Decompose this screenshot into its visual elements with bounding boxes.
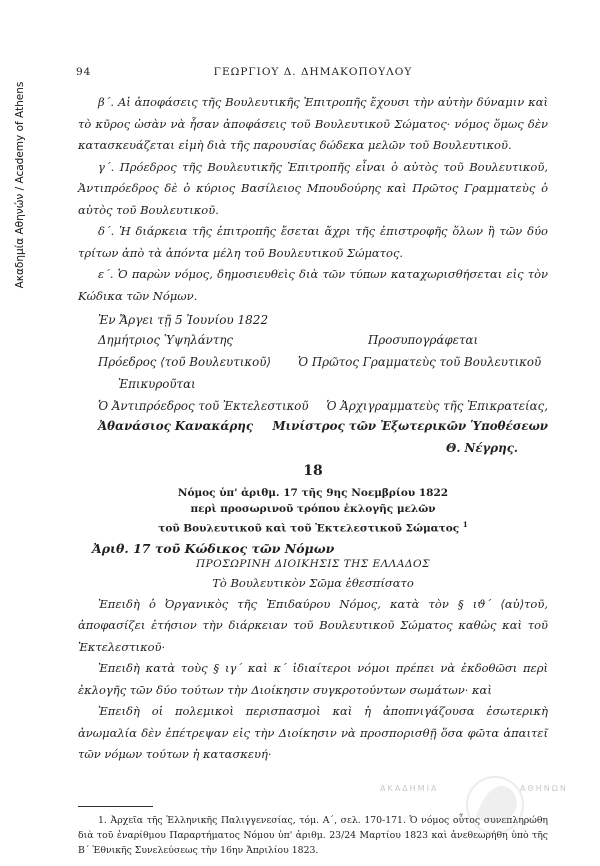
running-title: ΓΕΩΡΓΙΟΥ Δ. ΔΗΜΑΚΟΠΟΥΛΟΥ [213,66,413,78]
document-page [78,66,548,858]
minister-name: Θ. Νέγρης. [446,441,518,455]
law-paragraph: Ἐπειδὴ ὁ Ὀργανικὸς τῆς Ἐπιδαύρου Νόμος, κατὰ τὸν § ιϑ΄ ⟨αὐ⟩τοῦ, ἀποφασίζει ἐτήσιον τὴν διάρκειαν τοῦ Βουλευτικοῦ Σώματος καθὼς καὶ τοῦ Ἐκτελεστικοῦ· [78,596,548,654]
law-heading-line [78,517,548,537]
law-body [78,594,548,766]
cosign-label: Προσυπογράφεται [368,333,479,347]
footnote: 1. Ἀρχεῖα τῆς Ἑλληνικῆς Παλιγγενεσίας, τόμ. Α΄, σελ. 170-171. Ὁ νόμος οὗτος συνεπληρώθη διὰ τοῦ ἐναρίθμου Παραρτήματος Νόμου ὑπ' ἀριθμ. 23/24 Μαρτίου 1823 καὶ ἀνεθεωρήθη ὑπὸ τῆς Β΄ Ἐθνικῆς Συνελεύσεως τὴν 16ην Ἀπριλίου 1823. [78,814,548,856]
vice-president-name: Ἀθανάσιος Κανακάρης [98,419,254,433]
footnote-divider [78,806,153,807]
article-paragraph: ε΄. Ὁ παρὼν νόμος, δημοσιευθεὶς διὰ τῶν τύπων καταχωρισθήσεται εἰς τὸν Κώδικα τῶν Νόμων. [78,267,548,303]
date-line: Ἐν Ἄργει τῇ 5 Ἰουνίου 1822 [98,313,269,327]
archive-credit-text: Ακαδημία Αθηνών / Academy of Athens [14,81,26,289]
law-paragraph: Ἐπειδὴ οἱ πολεμικοὶ περισπασμοὶ καὶ ἡ ἀποπνιγάζουσα ἐσωτερικὴ ἀνωμαλία δὲν ἐπέτρεψαν εἰς τὴν Διοίκησιν νὰ προσπορισθῇ ὅσα φῶτα ἀπαιτεῖ τῶν νόμων τούτων ἡ κατασκευή· [78,704,548,761]
ratified-label: Ἐπικυροῦται [118,377,196,391]
article-paragraph: δ΄. Ἡ διάρκεια τῆς ἐπιτροπῆς ἔσεται ἄχρι τῆς ἐπιστροφῆς ὅλων ἢ τῶν δύο τρίτων ἀπὸ τὰ ἀπόντα μέλη τοῦ Βουλευτικοῦ Σώματος. [78,224,548,260]
law-heading-text: τοῦ Βουλευτικοῦ καὶ τοῦ Ἐκτελεστικοῦ Σώματος [158,522,460,535]
law-heading [78,485,548,537]
signature-block [78,327,548,455]
article-paragraph: β΄. Αἱ ἀποφάσεις τῆς Βουλευτικῆς Ἐπιτροπῆς ἔχουσι τὴν αὐτὴν δύναμιν καὶ τὸ κῦρος ὡσὰν νὰ ἦσαν ἀποφάσεις τοῦ Βουλευτικοῦ Σώματος· νόμος ὅμως δὲν κατασκευάζεται εἰμὴ διὰ τῆς παρουσίας δώδεκα μελῶν τοῦ Βουλευτικοῦ. [78,95,548,152]
enactment-line: Τὸ Βουλευτικὸν Σῶμα ἐθεσπίσατο [212,575,414,590]
watermark-right-word: ΑΘΗΝΩΝ [520,784,568,793]
articles-block [78,92,548,307]
watermark-left-word: ΑΚΑΔΗΜΙΑ [380,784,439,793]
president-title: Πρόεδρος ⟨τοῦ Βουλευτικοῦ⟩ [98,355,271,369]
law-heading-line: Νόμος ὑπ' ἀριθμ. 17 τῆς 9ης Νοεμβρίου 1822 [177,487,449,499]
first-secretary-title: Ὁ Πρῶτος Γραμματεὺς τοῦ Βουλευτικοῦ [298,355,542,369]
law-heading-line: περὶ προσωρινοῦ τρόπου ἐκλογῆς μελῶν [190,503,436,515]
minister-title: Μινίστρος τῶν Ἐξωτερικῶν Ὑποθέσεων [272,419,548,433]
archive-credit [2,40,38,330]
chief-secretary-title: Ὁ Ἀρχιγραμματεὺς τῆς Ἐπικρατείας, [326,399,548,413]
administration-heading: ΠΡΟΣΩΡΙΝΗ ΔΙΟΙΚΗΣΙΣ ΤΗΣ ΕΛΛΑΔΟΣ [195,557,431,570]
article-paragraph: γ΄. Πρόεδρος τῆς Βουλευτικῆς Ἐπιτροπῆς εἶναι ὁ αὐτὸς τοῦ Βουλευτικοῦ, Ἀντιπρόεδρος δὲ ὁ κύριος Βασίλειος Μπουδούρης καὶ Πρῶτος Γραμματεὺς ὁ αὐτὸς τοῦ Βουλευτικοῦ. [78,159,548,217]
law-paragraph: Ἐπειδὴ κατὰ τοὺς § ιγ΄ καὶ κ΄ ἰδιαίτεροι νόμοι πρέπει νὰ ἐκδοθῶσι περὶ ἐκλογῆς τῶν δύο τούτων τὴν Διοίκησιν συγκροτούντων σωμάτων· καὶ [78,661,548,697]
running-header [78,66,548,86]
page-number: 94 [76,66,92,78]
president-name: Δημήτριος Ὑψηλάντης [98,333,234,347]
document-number: 18 [303,463,323,479]
footnote-marker: 1 [462,520,468,529]
code-number: Ἀριθ. 17 τοῦ Κώδικος τῶν Νόμων [92,540,335,556]
vice-president-title: Ὁ Ἀντιπρόεδρος τοῦ Ἐκτελεστικοῦ [98,399,309,413]
